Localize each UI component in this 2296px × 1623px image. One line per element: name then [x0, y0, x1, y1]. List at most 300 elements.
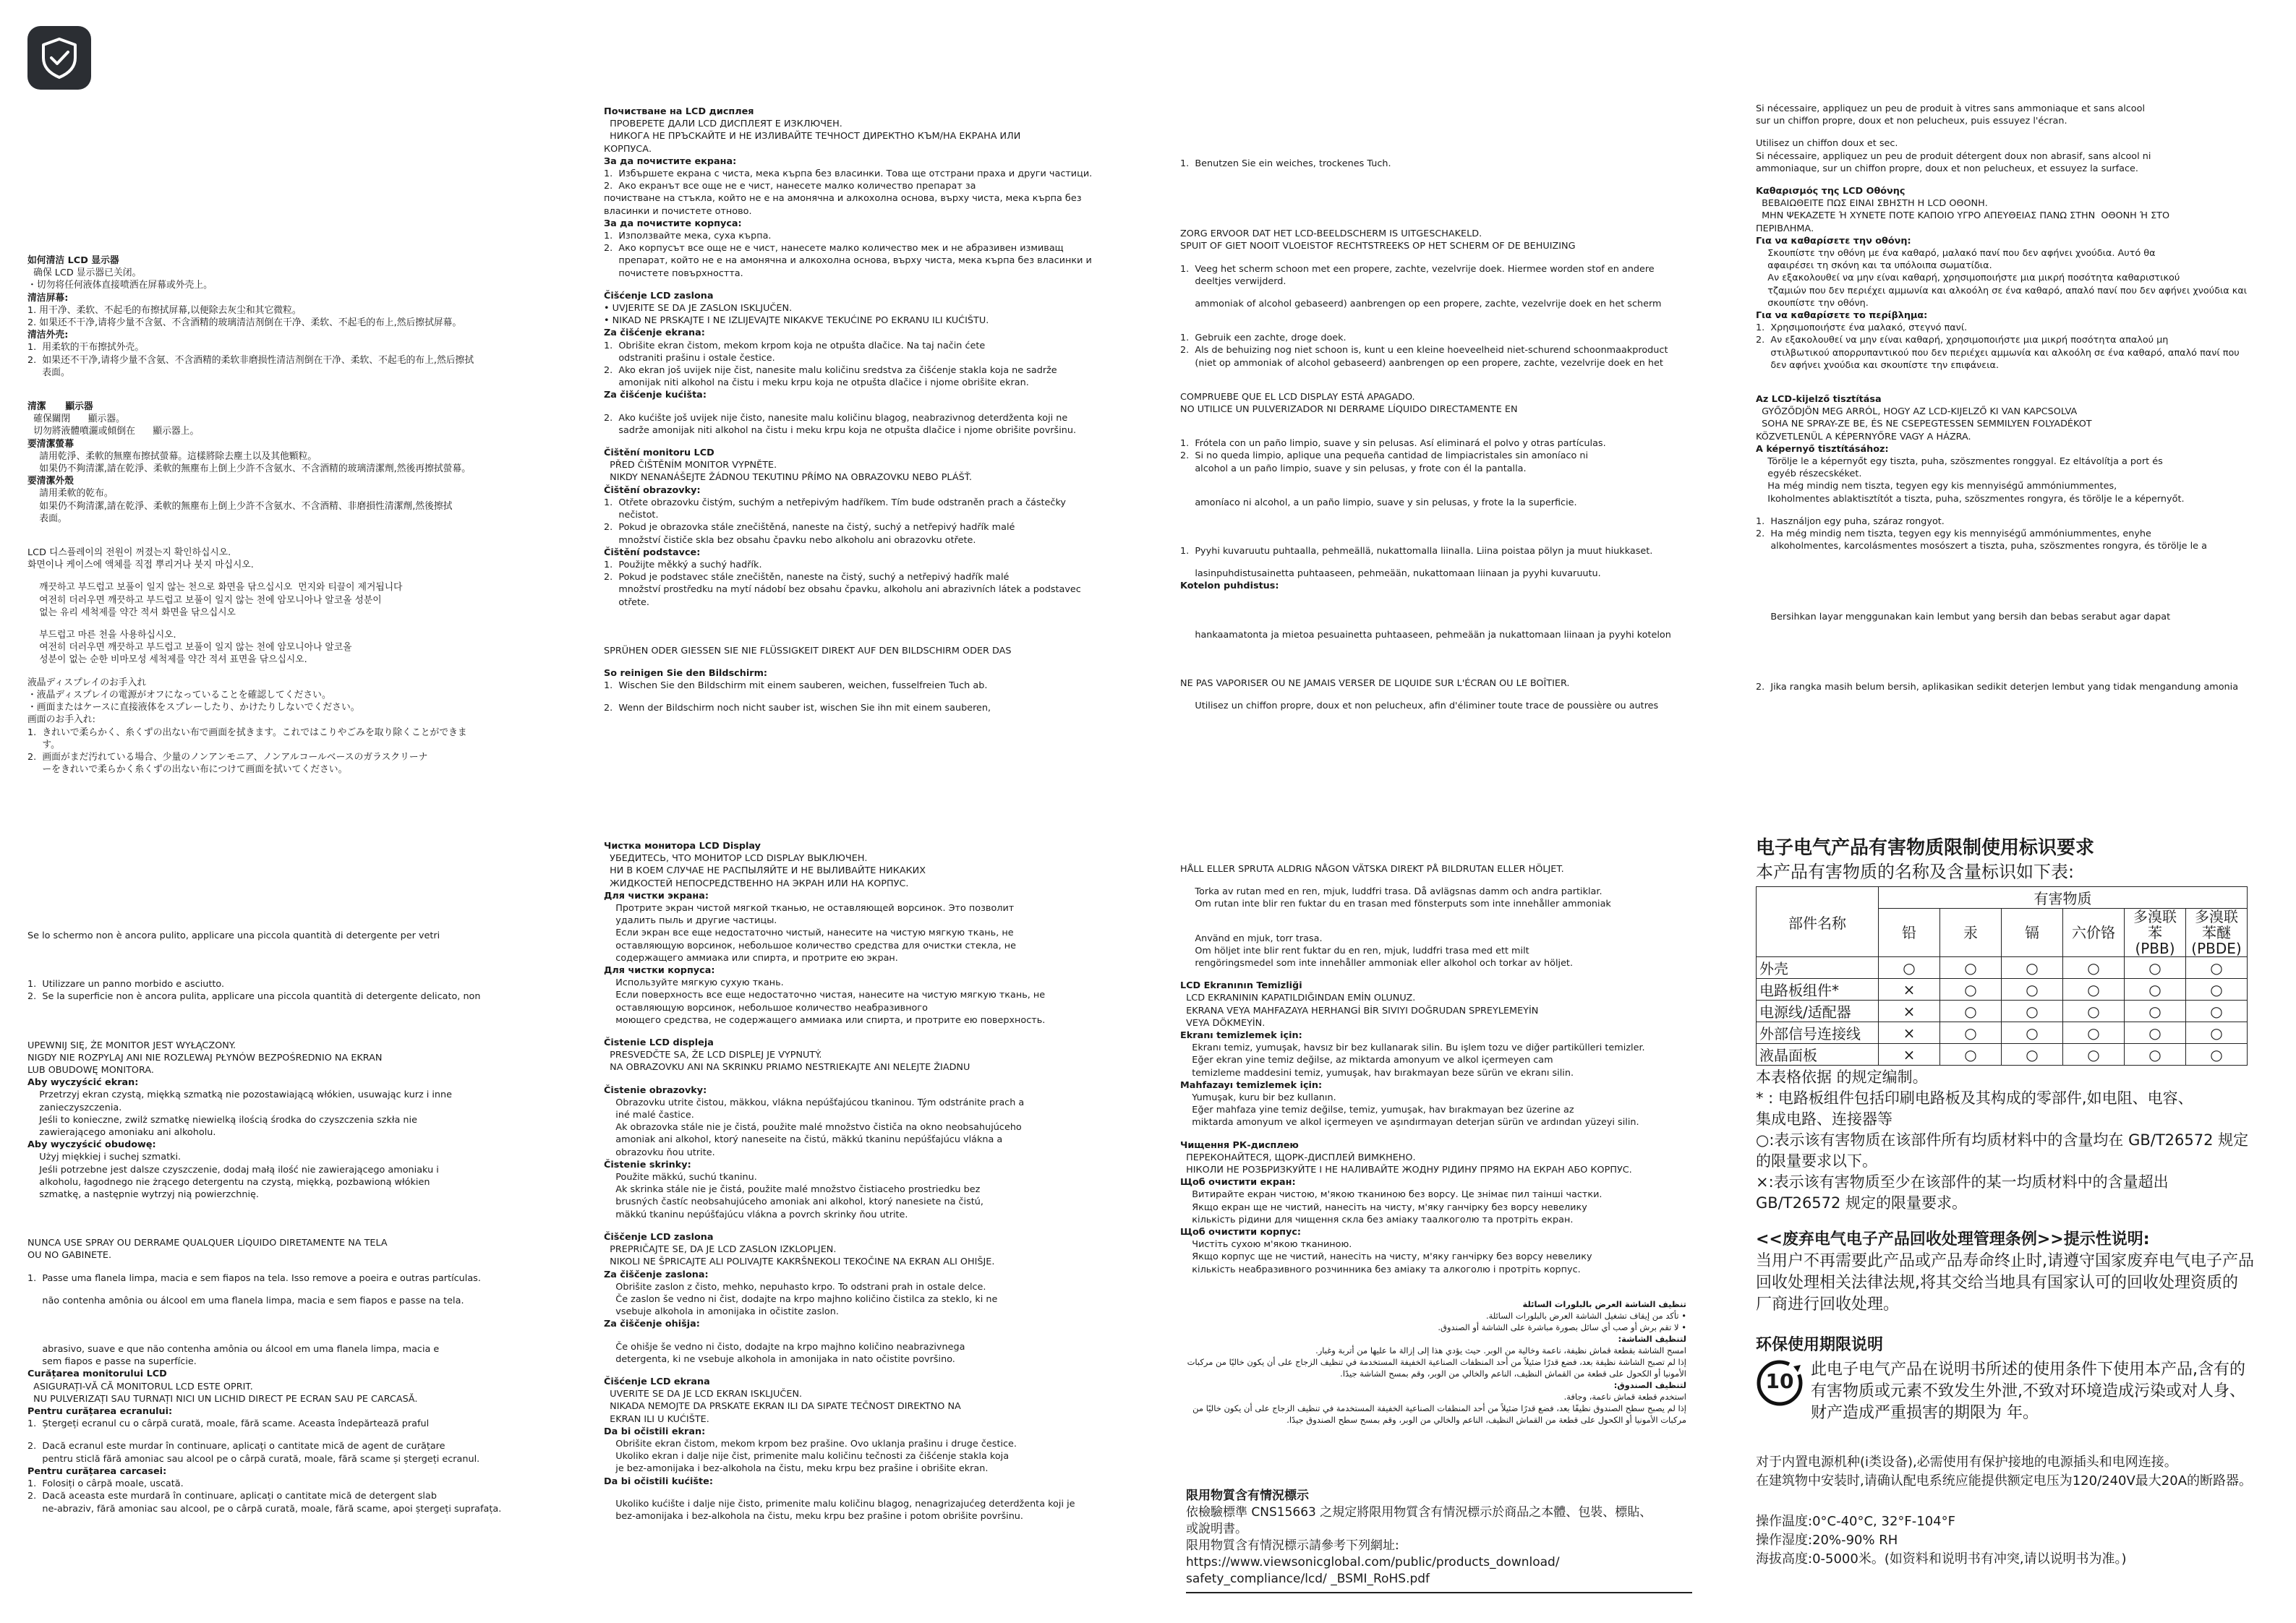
- rohs-mark: ○: [2002, 979, 2063, 1001]
- text-line: 有害物质或元素不致发生外泄,不致对环境造成污染或对人身、: [1811, 1382, 2245, 1400]
- text-line: استخدم قطعة قماش ناعمة، وجافة.: [1563, 1392, 1686, 1402]
- text-line: Если экран все еще недостаточно чистый, нанесите на чистую мягкую ткань, не: [604, 928, 1014, 939]
- rohs-mark: ○: [2063, 979, 2125, 1001]
- text-line: Витирайте екран чистою, м'якою тканиною без ворсу. Це знімає пил таінші частки.: [1180, 1189, 1602, 1201]
- arabic-cleaning-block: [1180, 1298, 1686, 1426]
- text-line: 1. 用柔软的干布擦拭外壳。: [27, 342, 145, 354]
- text-line: [1180, 509, 1730, 545]
- text-line: Ikoholmentes ablaktisztítót a tiszta, puha, szöszmentes rongyra, és törölje le a képernyőt.: [1756, 493, 2185, 505]
- text-line: EKRANA VEYA MAHFAZAYA HERHANGİ BİR SIVIYI DOĞRUDAN SPREYLEMEYİN: [1180, 1005, 1539, 1016]
- text-line: Obrišite zaslon z čisto, mehko, nepuhasto krpo. To odstrani prah in ostale delce.: [604, 1281, 986, 1293]
- rohs-part-name: 外壳: [1757, 957, 1879, 979]
- text-line: sur un chiffon propre, doux et non pelucheux, puis essuyez l'écran.: [1756, 116, 2067, 127]
- text-line: ammoniaque, sur un chiffon propre, doux et non pelucheux, et essuyez la surface.: [1756, 163, 2138, 174]
- text-line: Ukoliko ekran i dalje nije čist, primenite malu količinu tečnosti za čišćenje stakla koja: [604, 1451, 1010, 1463]
- text-line: množství prostředku na mytí nádobí bez obsahu čpavku, alkoholu ani abrazivních látek a podstavec: [604, 584, 1081, 596]
- rohs-part-name: 液晶面板: [1757, 1044, 1879, 1066]
- text-line: * : 电路板组件包括印刷电路板及其构成的零部件,如电阻、电容、: [1756, 1089, 2193, 1107]
- text-line: LUB OBUDOWĘ MONITORA.: [27, 1065, 154, 1076]
- text-line: Якщо корпус ще не чистий, нанесіть на чисту, м'яку ганчірку без ворсу невелику: [1180, 1251, 1592, 1263]
- text-line: [27, 619, 577, 629]
- recycle-block: [1756, 1229, 2276, 1316]
- text-line: [27, 1307, 577, 1343]
- column-4-top-cleaning-fr-el-hu-id: [1756, 103, 2276, 693]
- epup-block: [1756, 1335, 2276, 1424]
- text-line: [1180, 310, 1730, 332]
- text-line: COMPRUEBE QUE EL LCD DISPLAY ESTÁ APAGADO.: [1180, 391, 1415, 403]
- text-line: HÅLL ELLER SPRUTA ALDRIG NÅGON VÄTSKA DIREKT PÅ BILDRUTAN ELLER HÖLJET.: [1180, 864, 1564, 875]
- rohs-mark: ○: [1940, 1001, 2002, 1022]
- text-line: Jeśli to konieczne, zwilż szmatkę niewielką ilością środka do czyszczenia szkła nie: [27, 1114, 417, 1126]
- text-line: [1180, 557, 1730, 568]
- text-line: 限用物質含有情況標示請參考下列網址:: [1186, 1538, 1399, 1553]
- shield-check-icon: [39, 36, 80, 80]
- rohs-mark: ○: [2125, 979, 2186, 1001]
- rohs-part-name: 电源线/适配器: [1757, 1001, 1879, 1022]
- text-line: 2. Αν εξακολουθεί να μην είναι καθαρή, χρησιμοποιήστε μια μικρή ποσότητα απαλού μη: [1756, 335, 2169, 346]
- text-line: [1180, 475, 1730, 497]
- text-line: 在建筑物中安装时,请确认配电系统应能提供额定电压为120/240V最大20A的断路器。: [1756, 1473, 2253, 1489]
- text-line: sem fiapos e passe na superfície.: [27, 1356, 197, 1368]
- column-2-top-cleaning-bg-hr-cs-de: [604, 106, 1153, 715]
- text-line: 2. Pokud je podstavec stále znečištěn, naneste na čistý, suchý a netřepivý hadřík malé: [604, 572, 1010, 583]
- china-rohs-subtitle: 本产品有害物质的名称及含量标识如下表:: [1756, 862, 2075, 882]
- text-line: GB/T26572 规定的限量要求。: [1756, 1194, 1968, 1212]
- text-line: UPEWNIJ SIĘ, ŻE MONITOR JEST WYŁĄCZONY.: [27, 1040, 236, 1051]
- rohs-part-name: 外部信号连接线: [1757, 1022, 1879, 1044]
- text-line: 2. Wenn der Bildschirm noch nicht sauber ist, wischen Sie ihn mit einem sauberen,: [604, 703, 991, 714]
- text-line: szmatkę, a następnie wytrzyj nią powierzchnię.: [27, 1189, 259, 1201]
- taiwan-rohs-block: [1186, 1488, 1692, 1593]
- text-line: Se lo schermo non è ancora pulito, applicare una piccola quantità di detergente per vetri: [27, 930, 440, 941]
- text-line: 여전히 더러우면 깨끗하고 부드럽고 보풀이 일지 않는 천에 암모니아나 알코올: [27, 642, 352, 654]
- text-line: Για να καθαρίσετε την οθόνη:: [1756, 235, 1911, 247]
- text-line: 화면이나 케이스에 액체를 직접 뿌리거나 붓지 마십시오.: [27, 560, 254, 571]
- text-line: 要清潔螢幕: [27, 438, 74, 450]
- text-line: deeltjes verwijderd.: [1180, 275, 1286, 287]
- text-line: [1180, 593, 1730, 629]
- rohs-mark: ○: [1940, 957, 2002, 979]
- text-line: 当用户不再需要此产品或产品寿命终止时,请遵守国家废弃电气电子产品: [1756, 1252, 2254, 1270]
- text-line: 1. Wischen Sie den Bildschirm mit einem sauberen, weichen, fusselfreien Tuch ab.: [604, 680, 988, 692]
- text-line: Ak obrazovka stále nie je čistá, použite malé množstvo čističa na okno neobsahujúceho: [604, 1122, 1022, 1134]
- text-line: لتنظيف الصندوق:: [1613, 1380, 1686, 1390]
- text-line: [27, 1201, 577, 1237]
- text-line: 2. Jika rangka masih belum bersih, aplikasikan sedikit deterjen lembut yang tidak mengandung amonia: [1756, 681, 2239, 693]
- text-line: [27, 379, 577, 401]
- text-line: Använd en mjuk, torr trasa.: [1180, 933, 1323, 944]
- text-line: 厂商进行回收处理。: [1756, 1296, 1900, 1314]
- text-line: ne-abraziv, fără amoniac sau alcool, pe o cârpă curată, moale, fără scame, apoi ștergeți suprafața.: [27, 1503, 502, 1515]
- text-line: SPRÜHEN ODER GIESSEN SIE NIE FLÜSSIGKEIT DIREKT AUF DEN BILDSCHIRM ODER DAS: [604, 645, 1012, 656]
- text-line: Σκουπίστε την οθόνη με ένα καθαρό, μαλακό πανί που δεν αφήνει χνούδια. Αυτό θα: [1756, 248, 2156, 260]
- text-line: zawierającego amoniaku ani alkoholu.: [27, 1127, 216, 1139]
- text-line: [604, 1488, 1153, 1498]
- text-line: egyéb részecskéket.: [1756, 468, 1862, 480]
- text-line: [27, 1262, 577, 1272]
- text-line: препарат, който не е на амонячна и алкохолна основа, върху чиста, мека кърпа без власинки и: [604, 255, 1092, 267]
- text-line: Za čišćenje kućišta:: [604, 390, 707, 401]
- text-line: Чистіть сухою м'якою тканиною.: [1180, 1239, 1352, 1251]
- text-line: [604, 1221, 1153, 1231]
- text-line: す。: [27, 739, 60, 750]
- text-line: SPUIT OF GIET NOOIT VLOEISTOF RECHTSTREEKS OP HET SCHERM OF DE BEHUIZING: [1180, 241, 1576, 252]
- text-line: 1. Frótela con un paño limpio, suave y sin pelusas. Así eliminará el polvo y otras partículas.: [1180, 438, 1606, 450]
- text-line: EKRAN ILI U KUĆIŠTE.: [604, 1413, 709, 1425]
- text-line: Utilisez un chiffon propre, doux et non pelucheux, afin d'éliminer toute trace de poussière ou autres: [1180, 701, 1659, 712]
- taiwan-rohs-lines: [1186, 1504, 1692, 1588]
- text-line: 要清潔外殼: [27, 476, 74, 487]
- text-line: ЖИДКОСТЕЙ НЕПОСРЕДСТВЕННО НА ЭКРАН ИЛИ НА КОРПУС.: [604, 878, 909, 889]
- text-line: množství čističe skla bez obsahu čpavku nebo alkoholu ani obrazovku otřete.: [604, 534, 976, 546]
- text-line: Yumuşak, kuru bir bez kullanın.: [1180, 1092, 1336, 1104]
- rohs-col-part: 部件名称: [1757, 887, 1879, 957]
- text-line: Eğer ekran yine temiz değilse, az miktarda amonyum ve alkol içermeyen cam: [1180, 1055, 1553, 1066]
- environment-block: [1756, 1512, 2276, 1569]
- text-line: Törölje le a képernyőt egy tiszta, puha, szöszmentes ronggyal. Ez eltávolítja a port és: [1756, 456, 2163, 468]
- rohs-substance-header: 汞: [1940, 909, 2002, 957]
- text-line: 請用柔軟的乾布。: [27, 488, 114, 500]
- text-line: So reinigen Sie den Bildschirm:: [604, 667, 768, 679]
- text-line: Da bi očistili ekran:: [604, 1426, 706, 1437]
- rohs-mark: ○: [2125, 1044, 2186, 1066]
- text-line: ПРОВЕРЕТЕ ДАЛИ LCD ДИСПЛЕЯТ Е ИЗКЛЮЧЕН.: [604, 119, 842, 130]
- text-line: τζαμιών που δεν περιέχει αμμωνία και αλκοόλη σε ένα καθαρό, απαλό πανί που δεν αφήνει χνούδια και: [1756, 285, 2248, 296]
- text-line: Čišćenje LCD ekrana: [604, 1376, 710, 1387]
- text-line: Obrišite ekran čistom, mekom krpom bez prašine. Ovo uklanja prašinu i druge čestice.: [604, 1438, 1017, 1449]
- rohs-mark: ○: [2186, 979, 2248, 1001]
- column-1-bottom-cleaning-it-pl-pt-ro: [27, 930, 577, 1515]
- text-line: Si nécessaire, appliquez un peu de produit à vitres sans ammoniaque et sans alcool: [1756, 103, 2146, 114]
- rohs-mark: ○: [2186, 1022, 2248, 1044]
- rohs-mark: ○: [2125, 957, 2186, 979]
- text-line: ПЕРЕКОНАЙТЕСЯ, ЩОРК-ДИСПЛЕЙ ВИМКНЕНО.: [1180, 1152, 1416, 1163]
- rohs-mark: ○: [1940, 1022, 2002, 1044]
- text-line: alkoholu, łagodnego nie żrącego detergentu na czystą, miękką, pozbawioną włókien: [27, 1176, 430, 1188]
- rohs-part-name: 电路板组件*: [1757, 979, 1879, 1001]
- text-line: 2. Se la superficie non è ancora pulita, applicare una piccola quantità di detergente delicato, non: [27, 991, 481, 1003]
- rohs-substance-header: 镉: [2002, 909, 2063, 957]
- rohs-mark: ×: [1879, 1022, 1940, 1044]
- text-line: ΠΕΡΙΒΛΗΜΑ.: [1756, 223, 1814, 234]
- text-line: Si nécessaire, appliquez un peu de produit détergent doux non abrasif, sans alcool ni: [1756, 150, 2151, 162]
- text-line: ammoniak of alcohol gebaseerd) aanbrengen op een propere, zachte, vezelvrije doek en het scherm: [1180, 299, 1662, 310]
- text-line: [604, 280, 1153, 290]
- text-line: hankaamatonta ja mietoa pesuainetta puhtaaseen, pehmeään ja nukattomaan liinaan ja pyyhi kotelon: [1180, 629, 1671, 641]
- text-line: A képernyő tisztításához:: [1756, 443, 1889, 455]
- text-line: 清洁屏幕:: [27, 292, 69, 304]
- text-line: temizleme maddesini temiz, yumuşak, hav bırakmayan beze sürün ve ekranı silin.: [1180, 1067, 1574, 1079]
- text-line: ASIGURAȚI-VĂ CĂ MONITORUL LCD ESTE OPRIT.: [27, 1381, 253, 1392]
- text-line: [604, 1331, 1153, 1341]
- table-row: [1757, 1022, 2248, 1044]
- text-line: [1756, 127, 2276, 137]
- rohs-mark: ○: [2063, 1044, 2125, 1066]
- text-line: αφαιρέσει τη σκόνη και τα υπόλοιπα σωματίδια.: [1756, 260, 1992, 272]
- text-line: Протрите экран чистой мягкой тканью, не оставляющей ворсинок. Это позволит: [604, 903, 1015, 915]
- text-line: [1756, 623, 2276, 681]
- text-line: 1. Passe uma flanela limpa, macia e sem fiapos na tela. Isso remove a poeira e outras partículas.: [27, 1272, 481, 1284]
- text-line: [604, 1074, 1153, 1084]
- recycle-title: <<废弃电气电子产品回收处理管理条例>>提示性说明:: [1756, 1230, 2150, 1249]
- text-line: Za čiščenje zaslona:: [604, 1269, 709, 1280]
- text-line: SOHA NE SPRAY-ZE BE, ÉS NE CSEPEGTESSEN SEMMILYEN FOLYADÉKOT: [1756, 419, 2092, 430]
- text-line: zanieczyszczenia.: [27, 1102, 122, 1113]
- rohs-mark: ○: [2063, 1001, 2125, 1022]
- text-line: Καθαρισμός της LCD Οθόνης: [1756, 186, 1905, 197]
- text-line: [604, 692, 1153, 702]
- text-line: Ha még mindig nem tiszta, tegyen egy kis mennyiségű ammóniummentes,: [1756, 481, 2117, 492]
- text-line: [1180, 369, 1730, 391]
- text-line: Čistenie obrazovky:: [604, 1084, 707, 1096]
- text-line: Przetrzyj ekran czystą, miękką szmatką nie pozostawiającą włókien, usuwając kurz i inne: [27, 1089, 453, 1101]
- text-line: Ukoliko kućište i dalje nije čisto, primenite malu količinu blagog, nenagrizajućeg deterdženta koji je: [604, 1498, 1075, 1509]
- text-line: GYŐZŐDJÖN MEG ARRÓL, HOGY AZ LCD-KIJELZŐ KI VAN KAPCSOLVA: [1756, 406, 2078, 418]
- text-line: 1. Veeg het scherm schoon met een propere, zachte, vezelvrije doek. Hiermee worden stof en andere: [1180, 263, 1655, 275]
- text-line: LCD EKRANININ KAPATILDIĞINDAN EMİN OLUNUZ.: [1180, 993, 1416, 1004]
- text-line: NUNCA USE SPRAY OU DERRAME QUALQUER LÍQUIDO DIRETAMENTE NA TELA: [27, 1238, 388, 1249]
- text-line: 操作湿度:20%-90% RH: [1756, 1533, 1898, 1548]
- text-line: НІКОЛИ НЕ РОЗБРИЗКУЙТЕ І НЕ НАЛИВАЙТЕ ЖОДНУ РІДИНУ ПРЯМО НА ЕКРАН АБО КОРПУС.: [1180, 1165, 1632, 1176]
- text-line: 2. 如果还不干净,请将少量不含氨、不含酒精的玻璃清洁剂倒在干净、柔软、不起毛的布上,然后擦拭屏幕。: [27, 317, 462, 329]
- text-line: alcohol a un paño limpio, suave y sin pelusas, y frote con él la pantalla.: [1180, 463, 1527, 474]
- text-line: Aby wyczyścić obudowę:: [27, 1139, 156, 1151]
- epup-lines: [1811, 1359, 2245, 1424]
- text-line: [604, 1027, 1153, 1037]
- text-line: OU NO GABINETE.: [27, 1250, 112, 1262]
- text-line: 本表格依据 的规定编制。: [1756, 1069, 1928, 1086]
- text-line: содержащего аммиака или спирта, и протрите ею экран.: [604, 952, 898, 964]
- text-line: Eğer mahfaza yine temiz değilse, temiz, yumuşak, hav bırakmayan bez üzerine az: [1180, 1105, 1574, 1116]
- text-line: Čistenie LCD displeja: [604, 1037, 714, 1049]
- taiwan-rohs-title: 限用物質含有情況標示: [1186, 1489, 1309, 1503]
- china-rohs-block: [1756, 836, 2276, 1214]
- text-line: NU PULVERIZAȚI SAU TURNAȚI NICI UN LICHID DIRECT PE ECRAN SAU PE CARCASĂ.: [27, 1393, 418, 1405]
- rohs-substance-header: 铅: [1879, 909, 1940, 957]
- text-line: NA OBRAZOVKU ANI NA SKRINKU PRIAMO NESTRIEKAJTE ANI NELEJTE ŽIADNU: [604, 1062, 970, 1074]
- text-line: [1180, 911, 1730, 933]
- rohs-mark: ○: [2125, 1001, 2186, 1022]
- text-line: 確保關閉 顯示器。: [27, 414, 125, 425]
- text-line: 如果仍不夠清潔,請在乾淨、柔軟的無塵布上倒上少許不含氨水、不含酒精的玻璃清潔劑,然後再擦拭螢幕。: [27, 463, 471, 475]
- rohs-mark: ○: [2002, 957, 2063, 979]
- text-line: ーをきれいで柔らかく糸くずの出ない布につけて画面を拭いてください。: [27, 764, 348, 776]
- text-line: 海拔高度:0-5000米。(如资料和说明书有冲突,请以说明书为准。): [1756, 1551, 2127, 1567]
- text-line: [27, 1285, 577, 1295]
- text-line: Čištění podstavce:: [604, 547, 701, 558]
- text-line: Ekranı temiz, yumuşak, havsız bir bez kullanarak silin. Bu işlem tozu ve diğer partikülleri temizler.: [1180, 1042, 1645, 1054]
- text-line: Použite mäkkú, suchú tkaninu.: [604, 1172, 757, 1183]
- text-line: [1756, 175, 2276, 185]
- text-line: NO UTILICE UN PULVERIZADOR NI DERRAME LÍQUIDO DIRECTAMENTE EN: [1180, 404, 1518, 416]
- text-line: [604, 1366, 1153, 1376]
- rohs-mark: ○: [2002, 1022, 2063, 1044]
- text-line: 1. Otřete obrazovku čistým, suchým a netřepivým hadříkem. Tím bude odstraněn prach a částečky: [604, 497, 1066, 508]
- text-line: [27, 1003, 577, 1040]
- text-line: 성분이 없는 순한 비마모성 세척제를 약간 적셔 표면을 닦으십시오.: [27, 654, 307, 666]
- text-line: [27, 667, 577, 677]
- text-line: Aby wyczyścić ekran:: [27, 1077, 139, 1089]
- text-line: 2. Ако корпусът все още не е чист, нанесете малко количество мек и не абразивен измиващ: [604, 243, 1064, 254]
- text-line: إذا لم يصبح سطح الصندوق نظيفًا بعد، فضع قدرًا ضئيلاً من أحد المنظفات الصناعية الخفيفة المستخدمة في تنظيف الزجاج على أن يكون خاليًا من: [1192, 1403, 1686, 1413]
- text-line: Kotelon puhdistus:: [1180, 581, 1279, 592]
- text-line: 여전히 더러우면 깨끗하고 부드럽고 보풀이 일지 않는 천에 암모니아나 알코올 성분이: [27, 594, 382, 606]
- text-line: odstraniti prašinu i ostale čestice.: [604, 352, 775, 364]
- text-line: 1. Gebruik een zachte, droge doek.: [1180, 333, 1347, 344]
- text-line: 2. Ако екранът все още не е чист, нанесете малко количество препарат за: [604, 181, 976, 192]
- text-line: Bersihkan layar menggunakan kain lembut yang bersih dan bebas serabut agar dapat: [1756, 611, 2171, 622]
- table-row: [1757, 1044, 2248, 1066]
- text-line: otřete.: [604, 596, 650, 608]
- text-line: 表面。: [27, 513, 67, 524]
- text-line: امسح الشاشة بقطعة قماش نظيفة، ناعمة وخالية من الوبر. حيث يؤدي هذا إلى إزالة ما عليها من أتربة وغبار.: [1315, 1345, 1686, 1356]
- text-line: Используйте мягкую сухую ткань.: [604, 977, 784, 989]
- text-line: почистване на стъкла, който не е на амонячна и алкохолна основа, върху чиста, мека кърпа без: [604, 193, 1082, 205]
- recycle-lines: [1756, 1251, 2276, 1316]
- text-line: Da bi očistili kućište:: [604, 1476, 713, 1487]
- text-line: 清洁外壳:: [27, 330, 69, 341]
- rohs-mark: ○: [2186, 1001, 2248, 1022]
- text-line: За да почистите корпуса:: [604, 218, 742, 229]
- text-line: 依檢驗標準 CNS15663 之規定將限用物質含有情況標示於商品之本體、包裝、標貼、: [1186, 1505, 1652, 1520]
- rohs-mark: ○: [2186, 957, 2248, 979]
- text-line: • لا تقم برش أو صب أي سائل بصورة مباشرة على الشاشة أو الصندوق.: [1438, 1322, 1686, 1332]
- text-line: 1. Χρησιμοποιήστε ένα μαλακό, στεγνό πανί.: [1756, 322, 1968, 334]
- text-line: 财产造成严重损害的期限为 年。: [1811, 1404, 2039, 1422]
- text-line: LCD 디스플레이의 전원이 꺼졌는지 확인하십시오.: [27, 547, 231, 559]
- column-2-bottom-cleaning-ru-sk-sl-sr: [604, 840, 1153, 1523]
- text-line: [27, 571, 577, 581]
- text-line: lasinpuhdistusainetta puhtaaseen, pehmeään, nukattomaan liinaan ja pyyhi kuvaruutu.: [1180, 568, 1601, 580]
- column-3-top-cleaning-de-nl-es-fi-fr: [1180, 158, 1730, 712]
- text-line: 2. Ako ekran još uvijek nije čist, nanesite malu količinu sredstva za čišćenje stakla koja ne sadrže: [604, 365, 1057, 377]
- text-line: [1180, 416, 1730, 437]
- text-line: PREPRIČAJTE SE, DA JE LCD ZASLON IZKLOPLJEN.: [604, 1244, 837, 1256]
- text-line: ○:表示该有害物质在该部件所有均质材料中的含量均在 GB/T26572 规定: [1756, 1131, 2249, 1149]
- column-1-top-cleaning-zh-ko-ja: [27, 254, 577, 776]
- text-line: [1180, 875, 1730, 886]
- text-line: pentru sticlă fără amoniac sau alcool pe o cârpă curată, moale, fără scame și ștergeți ecranul.: [27, 1453, 480, 1465]
- text-line: 없는 유리 세척제를 약간 적셔 화면을 닦으십시오: [27, 607, 236, 618]
- text-line: ・切勿将任何液体直接喷洒在屏幕或外壳上。: [27, 280, 213, 291]
- text-line: στιλβωτικού απορρυπαντικού που δεν περιέχει αμμωνία και αλκοόλη σε ένα καθαρό, απαλό πανί που: [1756, 347, 2240, 359]
- shield-logo: [27, 26, 91, 90]
- text-line: detergenta, ki ne vsebuje alkohola in amonijaka in nato očistite površino.: [604, 1353, 955, 1365]
- text-line: [1756, 553, 2276, 611]
- text-line: não contenha amônia ou álcool em uma flanela limpa, macia e sem fiapos e passe na tela.: [27, 1295, 464, 1306]
- text-line: alkoholmentes, karcolásmentes mosószert a tiszta, puha, szöszmentes rongyra, és törölje le a: [1756, 541, 2207, 552]
- text-line: 2. 如果还不干净,请将少量不含氨、不含酒精的柔软非磨损性清洁剂倒在干净、柔软、不起毛的布上,然后擦拭: [27, 354, 474, 366]
- text-line: VEYA DÖKMEYİN.: [1180, 1017, 1266, 1029]
- text-line: NIGDY NIE ROZPYLAJ ANI NIE ROZLEWAJ PŁYNÓW BEZPOŚREDNIO NA EKRAN: [27, 1052, 383, 1063]
- text-line: δεν αφήνει χνούδια και σκουπίστε την επιφάνεια.: [1756, 359, 2000, 371]
- rohs-substance-header: 多溴联苯醚 (PBDE): [2186, 909, 2248, 957]
- text-line: https://www.viewsonicglobal.com/public/products_download/: [1186, 1555, 1560, 1570]
- text-line: кількість неабразивного розчинника без аміаку та алкоголю і протріть корпус.: [1180, 1264, 1581, 1275]
- text-line: 2. Als de behuizing nog niet schoon is, kunt u een kleine hoeveelheid niet-schurend schoonmaakproduct: [1180, 345, 1668, 356]
- text-line: [1180, 1129, 1730, 1139]
- text-line: 1. 用干净、柔软、不起毛的布擦拭屏幕,以便除去灰尘和其它微粒。: [27, 304, 302, 316]
- text-line: 2. Pokud je obrazovka stále znečištěná, naneste na čistý, suchý a netřepivý hadřík malé: [604, 522, 1015, 534]
- text-line: ΜΗΝ ΨΕΚΑΖΕΤΕ Ή ΧΥΝΕΤΕ ΠΟΤΕ ΚΑΠΟΙΟ ΥΓΡΟ ΑΠΕΥΘΕΙΑΣ ΠΑΝΩ ΣΤΗΝ ΟΘΟΝΗ Ή ΣΤΟ: [1756, 210, 2170, 222]
- rohs-notes: [1756, 1067, 2276, 1214]
- text-line: 1. Pyyhi kuvaruutu puhtaalla, pehmeällä, nukattomalla liinalla. Liina poistaa pölyn ja muut hiukkaset.: [1180, 546, 1653, 557]
- text-line: Čiščenje LCD zaslona: [604, 1231, 714, 1243]
- text-line: • تأكد من إيقاف تشغيل الشاشة العرض بالبلورات السائلة.: [1485, 1311, 1686, 1321]
- text-line: 液晶ディスプレイのお手入れ: [27, 677, 147, 688]
- text-line: [604, 402, 1153, 412]
- text-line: ×:表示该有害物质至少在该部件的某一均质材料中的含量超出: [1756, 1173, 2169, 1191]
- rohs-col-group: 有害物质: [1879, 887, 2248, 909]
- text-line: [1180, 641, 1730, 677]
- text-line: Curățarea monitorului LCD: [27, 1369, 167, 1380]
- text-line: mäkkú tkaninu nepúšťajúcu vlákna a povrch skrinky ňou utrite.: [604, 1209, 908, 1220]
- text-line: [1180, 969, 1730, 980]
- text-line: Ak skrinka stále nie je čistá, použite malé množstvo čistiaceho prostriedku bez: [604, 1184, 981, 1196]
- epup-title: 环保使用期限说明: [1756, 1336, 1884, 1354]
- text-line: NIKDY NENANÁŠEJTE ŽÁDNOU TEKUTINU PŘÍMO NA OBRAZOVKU NEBO PLÁŠŤ.: [604, 472, 973, 484]
- text-line: NE PAS VAPORISER OU NE JAMAIS VERSER DE LIQUIDE SUR L'ÉCRAN OU LE BOÎTIER.: [1180, 677, 1570, 689]
- text-line: Щоб очистити корпус:: [1180, 1227, 1302, 1238]
- text-line: إذا لم تصبح الشاشة نظيفة بعد، فضع قدرًا ضئيلاً من أحد المنظفات الصناعية الخفيفة المستخدمة في تنظيف الزجاج على أن يكون خاليًا من مركبات: [1187, 1357, 1686, 1367]
- rohs-mark: ○: [2186, 1044, 2248, 1066]
- text-line: 集成电路、连接器等: [1756, 1110, 1892, 1128]
- text-line: Čistenie skrinky:: [604, 1159, 691, 1170]
- text-line: 2. Si no queda limpio, aplique una pequeña cantidad de limpiacristales sin amoníaco ni: [1180, 450, 1589, 462]
- text-line: 如何清洁 LCD 显示器: [27, 255, 119, 266]
- text-line: 2. 画面がまだ汚れている場合、少量のノンアンモニア、ノンアルコールベースのガラスクリーナ: [27, 751, 428, 763]
- text-line: amoniak ani alkohol, ktorý naneseite na čistú, mäkkú tkaninu nepúšťajúcu vlákna a: [604, 1134, 1003, 1146]
- text-line: 1. Obrišite ekran čistom, mekom krpom koja ne otpušta dlačice. Na taj način ćete: [604, 340, 986, 351]
- text-line: NIKOLI NE ŠPRICAJTE ALI POLIVAJTE KAKRŠNEKOLI TEKOČINE NA EKRAN ALI OHIŠJE.: [604, 1256, 995, 1268]
- text-line: miktarda amonyum ve alkol içermeyen ve aşındırmayan deterjan sürün ve ardından yüzeyi silin.: [1180, 1117, 1639, 1129]
- text-line: obrazovku ňou utrite.: [604, 1147, 715, 1158]
- text-line: NIKADA NEMOJTE DA PRSKATE EKRAN ILI DA SIPATE TEČNOST DIREKTNO NA: [604, 1401, 961, 1413]
- text-line: 清潔 顯示器: [27, 401, 93, 413]
- text-line: sadrže amonijak niti alkohol na čistu i meku krpu koja ne otpušta dlačice i njome obrišite površinu.: [604, 424, 1077, 436]
- text-line: почистете повърхността.: [604, 267, 743, 279]
- text-line: (niet op ammoniak of alcohol gebaseerd) aanbrengen op een propere, zachte, vezelvrije doek en het: [1180, 357, 1663, 369]
- text-line: Utilisez un chiffon doux et sec.: [1756, 138, 1898, 150]
- text-line: Čištění obrazovky:: [604, 484, 701, 496]
- rohs-substance-header: 六价铬: [2063, 909, 2125, 957]
- text-line: 确保 LCD 显示器已关闭。: [27, 267, 142, 279]
- text-line: 1. Benutzen Sie ein weiches, trockenes Tuch.: [1180, 158, 1391, 169]
- rohs-mark: ○: [1940, 1044, 2002, 1066]
- text-line: KÖZVETLENÜL A KÉPERNYŐRE VAGY A HÁZRA.: [1756, 431, 1971, 442]
- text-line: Az LCD-kijelző tisztítása: [1756, 394, 1882, 406]
- text-line: [1756, 372, 2276, 393]
- text-line: PŘED ČIŠTĚNÍM MONITOR VYPNĚTE.: [604, 460, 777, 471]
- text-line: 对于内置电源机种(i类设备),必需使用有保护接地的电源插头和电网连接。: [1756, 1455, 2177, 1470]
- rohs-mark: ○: [2063, 957, 2125, 979]
- text-line: ・液晶ディスプレイの電源がオフになっていることを確認してください。: [27, 689, 331, 701]
- text-line: Чистка монитора LCD Display: [604, 841, 761, 852]
- text-line: [1756, 505, 2276, 515]
- text-line: nečistot.: [604, 510, 659, 521]
- text-line: Pentru curățarea ecranului:: [27, 1406, 173, 1418]
- text-line: ΒΕΒΑΙΩΘΕΙΤΕ ΠΩΣ ΕΙΝΑΙ ΣΒΗΣΤΗ Η LCD ΟΘΟΝΗ.: [1756, 198, 1988, 210]
- text-line: 表面。: [27, 367, 70, 378]
- text-line: Čišćenje LCD zaslona: [604, 290, 714, 301]
- rohs-mark: ○: [1879, 957, 1940, 979]
- rohs-substance-header: 多溴联苯 (PBB): [2125, 909, 2186, 957]
- text-line: Če ohišje še vedno ni čisto, dodajte na krpo majhno količino neabrazivnega: [604, 1341, 965, 1353]
- text-line: vsebuje alkohola in amonijaka in očistite zaslon.: [604, 1306, 839, 1318]
- text-line: НИ В КОЕМ СЛУЧАЕ НЕ РАСПЫЛЯЙТЕ И НЕ ВЫЛИВАЙТЕ НИКАКИХ: [604, 865, 926, 877]
- rohs-mark: ×: [1879, 979, 1940, 1001]
- text-line: моющего средства, не содержащего аммиака или спирта, и протрите ею поверхность.: [604, 1014, 1046, 1026]
